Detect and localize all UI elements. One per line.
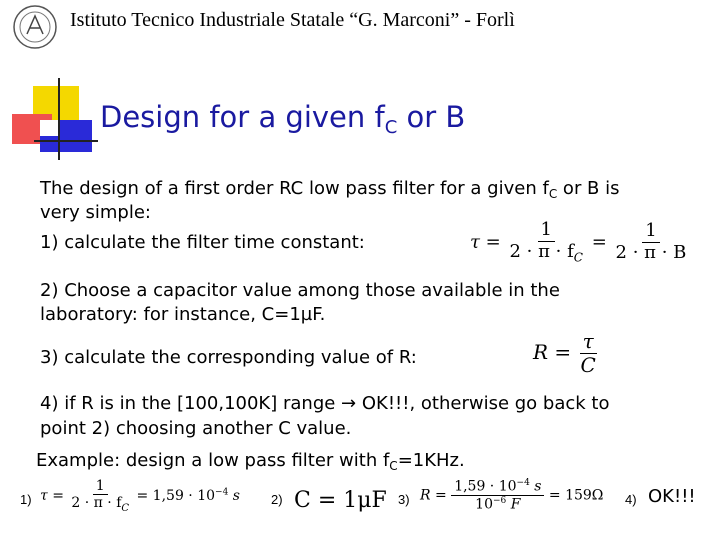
step-3-text: 3) calculate the corresponding value of R: [40, 347, 417, 368]
step-4-line-2: point 2) choosing another C value. [40, 418, 352, 439]
example-step-2-formula: C = 1μF [294, 488, 387, 513]
tau-formula: τ = $\frac{1}{2 \cdot \pi \cdot f_C}$ = $\frac{1}{2 \cdot \pi \cdot B}$ [470, 219, 687, 265]
example-step-3-label: 3) [398, 492, 410, 507]
decor-vertical-line [58, 78, 60, 160]
decor-white-square [40, 120, 60, 136]
example-text: Example: design a low pass filter with $f_C=1KHz$. [36, 450, 465, 473]
example-step-1-formula: τ = $\frac{1}{2 \cdot \pi \cdot f_C}$ = $1,59 \cdot 10^{-4}$ s [40, 478, 240, 514]
institute-name: Istituto Tecnico Industriale Statale “G. Marconi” - Forlì [70, 9, 515, 31]
intro-line-1: The design of a first order RC low pass filter for a given $f_C$ or B is [40, 178, 620, 201]
step-1-text: 1) calculate the filter time constant: [40, 232, 365, 253]
step-4-line-1: 4) if R is in the [100,100K] range → OK!!!, otherwise go back to [40, 393, 610, 414]
example-step-4-result: OK!!! [648, 486, 696, 507]
example-step-2-label: 2) [271, 492, 283, 507]
step-2-line-2: laboratory: for instance, C=1µF. [40, 304, 326, 325]
slide-title: Design for a given $f_C$ or B [100, 100, 466, 138]
r-formula: R = $\frac{\tau}{C}$ [533, 329, 596, 377]
example-step-1-label: 1) [20, 492, 32, 507]
step-2-line-1: 2) Choose a capacitor value among those available in the [40, 280, 560, 301]
example-step-4-label: 4) [625, 492, 637, 507]
example-step-3-formula: R = $\frac{1,59 \cdot 10^{-4} s}{10^{-6} F}$ = 159Ω [420, 478, 604, 513]
intro-line-2: very simple: [40, 202, 151, 223]
decor-horizontal-line [34, 140, 98, 142]
school-logo [12, 4, 58, 50]
